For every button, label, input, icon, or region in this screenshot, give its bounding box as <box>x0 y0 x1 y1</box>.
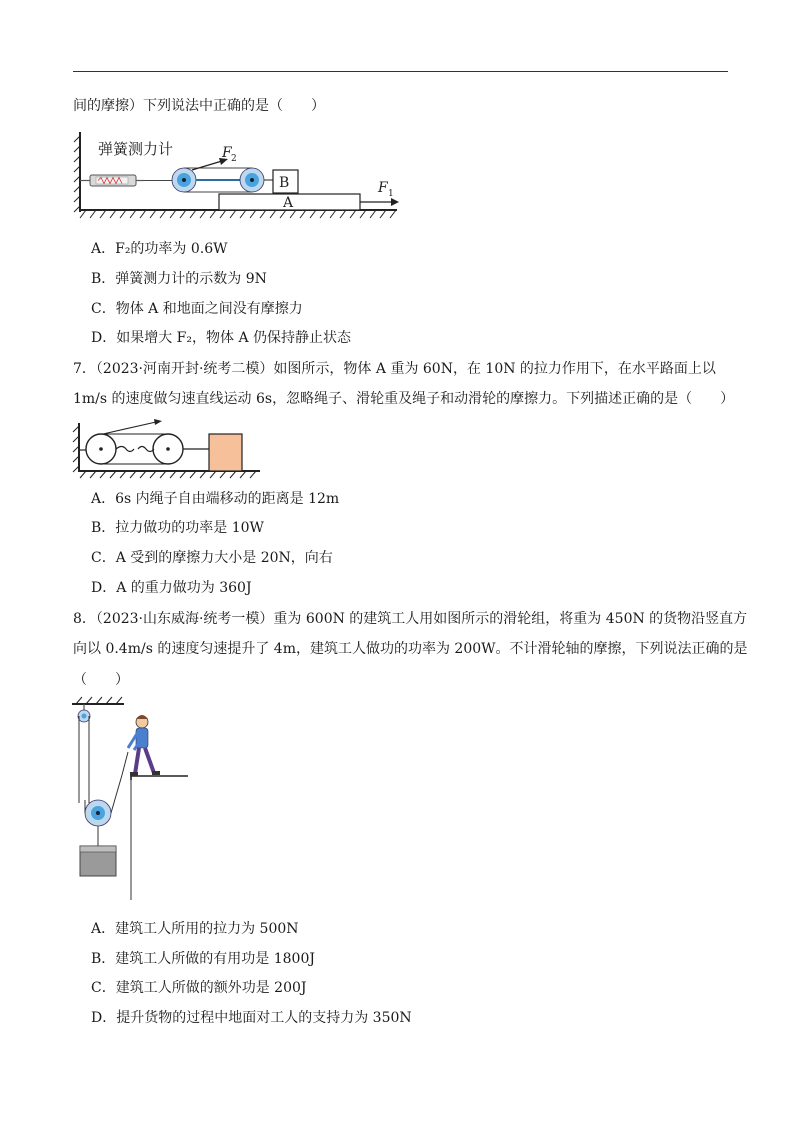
q6-option-c: C．物体 A 和地面之间没有摩擦力 <box>91 301 303 317</box>
board-a-label: A <box>283 195 294 211</box>
q8-option-a: A．建筑工人所用的拉力为 500N <box>91 921 299 937</box>
f1-subscript: 1 <box>388 189 394 199</box>
f2-label: F <box>222 145 232 161</box>
q8-stem-line3: （ ） <box>73 672 129 688</box>
worker-icon <box>128 715 160 776</box>
q6-option-b: B．弹簧测力计的示数为 9N <box>91 271 267 287</box>
q6-figure <box>72 132 402 222</box>
q7-option-d: D．A 的重力做功为 360J <box>91 580 252 596</box>
q8-option-b: B．建筑工人所做的有用功是 1800J <box>91 951 315 967</box>
q8-figure <box>72 700 202 900</box>
q8-option-d: D．提升货物的过程中地面对工人的支持力为 350N <box>91 1010 412 1026</box>
spring-meter-icon <box>80 175 144 186</box>
spring-meter-label: 弹簧测力计 <box>98 140 174 158</box>
box-b-label: B <box>279 175 290 191</box>
pulley-icon <box>240 168 264 192</box>
q7-option-b: B．拉力做功的功率是 10W <box>91 520 264 536</box>
q8-option-c: C．建筑工人所做的额外功是 200J <box>91 980 307 996</box>
q7-option-c: C．A 受到的摩擦力大小是 20N，向右 <box>91 550 333 566</box>
q7-option-a: A．6s 内绳子自由端移动的距离是 12m <box>91 491 340 507</box>
q6-stem-tail: 间的摩擦）下列说法中正确的是（ ） <box>73 98 325 114</box>
header-rule <box>73 71 728 72</box>
q7-figure <box>72 420 272 480</box>
q7-stem-line2: 1m/s 的速度做匀速直线运动 6s，忽略绳子、滑轮重及绳子和动滑轮的摩擦力。下列描述正确的是（ ） <box>73 391 735 407</box>
q8-stem-line2: 向以 0.4m/s 的速度匀速提升了 4m，建筑工人做功的功率为 200W。不计滑轮轴的摩擦，下列说法正确的是 <box>73 641 748 657</box>
q6-option-a: A．F₂的功率为 0.6W <box>91 241 228 257</box>
q6-option-d: D．如果增大 F₂，物体 A 仍保持静止状态 <box>91 330 352 346</box>
f2-subscript: 2 <box>231 154 237 164</box>
f1-label: F <box>378 180 388 196</box>
q8-stem-line1: 8．（2023·山东威海·统考一模）重为 600N 的建筑工人用如图所示的滑轮组，将重为 450N 的货物沿竖直方 <box>73 611 748 627</box>
q7-stem-line1: 7．（2023·河南开封·统考二模）如图所示，物体 A 重为 60N，在 10N 的拉力作用下，在水平路面上以 <box>73 361 716 377</box>
pulley-icon <box>85 800 111 826</box>
pulley-icon <box>172 168 196 192</box>
block-a <box>209 434 242 471</box>
